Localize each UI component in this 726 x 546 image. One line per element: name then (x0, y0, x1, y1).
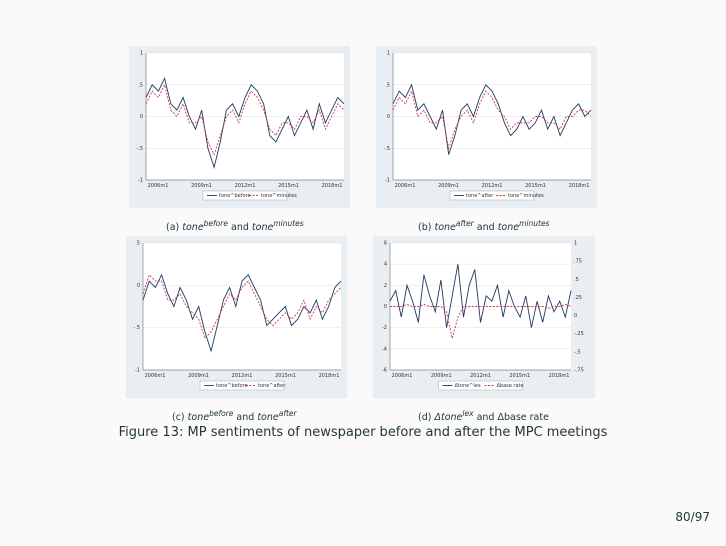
legend-label: Δtone^lex (454, 383, 481, 390)
chart-panel-a (129, 46, 350, 208)
chart-panel-b (376, 46, 597, 208)
y-tick-label: -.5 (133, 325, 140, 332)
y2-tick-label: -.25 (574, 331, 584, 338)
y-tick-label: -.5 (136, 145, 143, 152)
chart-d (373, 236, 595, 398)
y2-tick-label: 1 (574, 240, 578, 247)
x-tick-label: 2018m1 (321, 183, 343, 189)
x-tick-label: 2018m1 (568, 183, 590, 189)
caption-c: (c) tone$^{before}$ and tone$^{after}$ (172, 409, 297, 424)
x-tick-label: 2012m1 (234, 183, 256, 189)
y-tick-label: 0 (383, 304, 387, 310)
x-tick-label: 2006m1 (147, 183, 169, 189)
y-tick-label: -4 (382, 346, 387, 353)
y-tick-label: 4 (383, 261, 387, 268)
legend-label: tone^minutes (261, 193, 297, 200)
chart-b (376, 46, 597, 208)
y2-tick-label: -.75 (574, 367, 584, 374)
x-tick-label: 2015m1 (509, 373, 531, 379)
x-tick-label: 2006m1 (391, 373, 413, 379)
y-tick-label: -6 (382, 367, 387, 374)
x-tick-label: 2015m1 (525, 183, 546, 189)
y-tick-label: .5 (385, 82, 390, 89)
page-number: 80/97 (675, 510, 710, 524)
y-tick-label: 2 (383, 282, 387, 289)
x-tick-label: 2018m1 (318, 373, 340, 379)
y-tick-label: -2 (382, 325, 387, 332)
y-tick-label: .5 (138, 82, 143, 89)
chart-a (129, 46, 350, 208)
y-tick-label: 6 (383, 240, 387, 247)
plot-area (143, 243, 341, 370)
caption-b: (b) tone$^{after}$ and tone$^{minutes}$ (418, 219, 550, 234)
x-tick-label: 2006m1 (144, 373, 166, 379)
y-tick-label: -1 (385, 177, 390, 184)
y-tick-label: 0 (136, 282, 140, 289)
y2-tick-label: 0 (574, 313, 578, 320)
y-tick-label: .5 (135, 240, 140, 247)
x-tick-label: 2012m1 (231, 373, 253, 379)
caption-a: (a) tone$^{before}$ and tone$^{minutes}$ (166, 219, 304, 234)
chart-panel-d (373, 236, 595, 398)
x-tick-label: 2009m1 (191, 183, 212, 189)
y-tick-label: 0 (386, 114, 390, 120)
figure-label: Figure 13: (118, 425, 184, 440)
x-tick-label: 2006m1 (394, 183, 416, 189)
legend-label: tone^after (466, 193, 494, 200)
y2-tick-label: .25 (574, 294, 582, 301)
y-tick-label: 0 (139, 114, 143, 120)
x-tick-label: 2015m1 (275, 373, 296, 379)
y-tick-label: 1 (139, 50, 143, 57)
caption-d: (d) Δtone$^{lex}$ and Δbase rate (418, 409, 549, 424)
chart-c (126, 236, 347, 398)
x-tick-label: 2018m1 (548, 373, 570, 379)
legend-label: tone^minutes (508, 193, 544, 200)
chart-panel-c (126, 236, 347, 398)
y-tick-label: -1 (135, 367, 140, 374)
x-tick-label: 2012m1 (481, 183, 503, 189)
legend-label: Δbase rate (496, 383, 524, 390)
y2-tick-label: .5 (574, 276, 579, 283)
y-tick-label: -1 (138, 177, 143, 184)
figure-caption (0, 425, 726, 440)
y2-tick-label: .75 (574, 258, 582, 265)
y2-tick-label: -.5 (574, 349, 581, 356)
legend-label: tone^before (219, 193, 251, 200)
x-tick-label: 2009m1 (430, 373, 452, 379)
x-tick-label: 2015m1 (278, 183, 299, 189)
x-tick-label: 2009m1 (438, 183, 459, 189)
figure-text: MP sentiments of newspaper before and after the MPC meetings (187, 425, 608, 440)
legend-label: tone^before (216, 383, 248, 390)
x-tick-label: 2009m1 (188, 373, 209, 379)
y-tick-label: -.5 (383, 145, 390, 152)
x-tick-label: 2012m1 (470, 373, 491, 379)
legend-label: tone^after (258, 383, 286, 390)
y-tick-label: 1 (386, 50, 390, 57)
